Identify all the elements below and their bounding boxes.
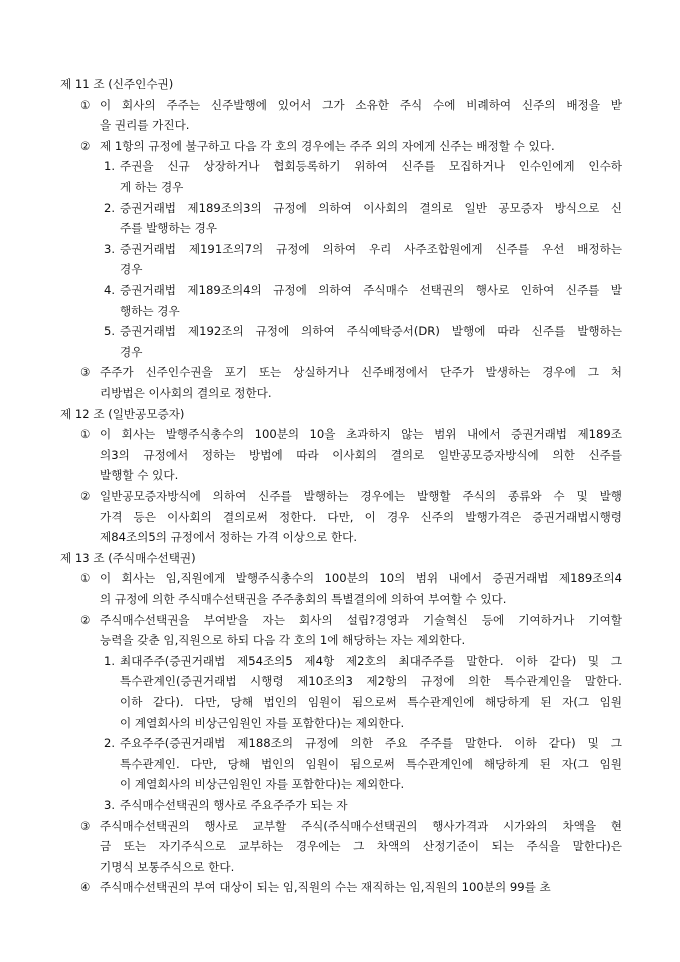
item-line: 주권을 신규 상장하거나 협회등록하기 위하여 신주를 모집하거나 인수인에게 인수하 bbox=[120, 159, 622, 174]
paragraph-line: 가격 등은 이사회의 결의로써 정한다. 다만, 이 경우 신주의 발행가격은 증권거래법시행령 bbox=[100, 509, 622, 524]
item-marker: 2. bbox=[104, 200, 116, 215]
paragraph-marker: ① bbox=[80, 571, 91, 586]
paragraph-marker: ② bbox=[80, 612, 91, 627]
article-heading: 제 12 조 (일반공모증자) bbox=[60, 406, 185, 421]
paragraph-line: 의3의 규정에서 정하는 방법에 따라 이사회의 결의로 일반공모증자방식에 의한 신주를 bbox=[100, 447, 622, 462]
paragraph-line: 제84조의5의 규정에서 정하는 가격 이상으로 한다. bbox=[100, 530, 358, 545]
paragraph-line: 을 권리를 가진다. bbox=[100, 118, 190, 133]
item-line: 주를 발행하는 경우 bbox=[120, 221, 217, 236]
paragraph-marker: ① bbox=[80, 97, 91, 112]
paragraph-marker: ④ bbox=[80, 880, 91, 895]
paragraph-line: 주주가 신주인수권을 포기 또는 상실하거나 신주배정에서 단주가 발생하는 경우에 그 처 bbox=[100, 365, 622, 380]
item-line: 특수관계인(증권거래법 시행령 제10조의3 제2항의 규정에 의한 특수관계인을 말한다. bbox=[120, 674, 622, 689]
paragraph-line: 제 1항의 규정에 불구하고 다음 각 호의 경우에는 주주 외의 자에게 신주는 배정할 수 있다. bbox=[100, 138, 555, 153]
item-line: 증권거래법 제189조의4의 규정에 의하여 주식매수 선택권의 행사로 인하여 신주를 발 bbox=[120, 283, 622, 297]
item-line: 증권거래법 제189조의3의 규정에 의하여 이사회의 결의로 일반 공모증자 방식으로 신 bbox=[120, 200, 622, 215]
paragraph-line: 이 회사는 임,직원에게 발행주식총수의 100분의 10의 범위 내에서 증권거래법 제189조의4 bbox=[100, 571, 622, 586]
paragraph-line: 발행할 수 있다. bbox=[100, 468, 179, 483]
paragraph-line: 금 또는 자기주식으로 교부하는 경우에는 그 차액의 산정기준이 되는 주식을 말한다)은 bbox=[100, 839, 622, 854]
item-line: 주요주주(증권거래법 제188조의 규정에 의한 주요 주주를 말한다. 이하 같다) 및 그 bbox=[120, 736, 622, 751]
item-marker: 5. bbox=[104, 324, 116, 339]
item-line: 경우 bbox=[120, 344, 143, 359]
paragraph-line: 이 회사는 발행주식총수의 100분의 10을 초과하지 않는 범위 내에서 증권거래법 제189조 bbox=[100, 427, 622, 442]
paragraph-line: 이 회사의 주주는 신주발행에 있어서 그가 소유한 주식 수에 비례하여 신주의 배정을 받 bbox=[100, 97, 622, 112]
paragraph-marker: ① bbox=[80, 427, 91, 442]
item-line: 이 계열회사의 비상근임원인 자를 포함한다)는 제외한다. bbox=[120, 777, 405, 792]
item-marker: 2. bbox=[104, 736, 116, 751]
paragraph-marker: ③ bbox=[80, 818, 91, 833]
item-marker: 1. bbox=[104, 653, 116, 668]
paragraph-line: 기명식 보통주식으로 한다. bbox=[100, 859, 235, 874]
item-line: 특수관계인. 다만, 당해 법인의 임원이 됨으로써 특수관계인에 해당하게 된 자(그 임원 bbox=[120, 756, 622, 771]
item-marker: 3. bbox=[104, 241, 116, 256]
article-heading: 제 13 조 (주식매수선택권) bbox=[60, 550, 196, 565]
paragraph-marker: ③ bbox=[80, 365, 91, 380]
paragraph-line: 리방법은 이사회의 결의로 정한다. bbox=[100, 386, 272, 400]
item-marker: 3. bbox=[104, 798, 116, 812]
item-line: 주식매수선택권의 행사로 주요주주가 되는 자 bbox=[120, 798, 348, 812]
item-marker: 4. bbox=[104, 283, 116, 297]
paragraph-marker: ② bbox=[80, 489, 91, 503]
paragraph-line: 의 규정에 의한 주식매수선택권을 주주총회의 특별결의에 의하여 부여할 수 있다. bbox=[100, 592, 507, 606]
item-line: 행하는 경우 bbox=[120, 303, 180, 318]
item-line: 경우 bbox=[120, 262, 143, 277]
paragraph-line: 일반공모증자방식에 의하여 신주를 발행하는 경우에는 발행할 주식의 종류와 수 및 발행 bbox=[100, 489, 622, 503]
item-marker: 1. bbox=[104, 159, 116, 174]
paragraph-marker: ② bbox=[80, 138, 91, 153]
item-line: 증권거래법 제192조의 규정에 의하여 주식예탁증서(DR) 발행에 따라 신주를 발행하는 bbox=[120, 324, 622, 339]
item-line: 이 계열회사의 비상근임원인 자를 포함한다)는 제외한다. bbox=[120, 715, 405, 730]
item-line: 증권거래법 제191조의7의 규정에 의하여 우리 사주조합원에게 신주를 우선 배정하는 bbox=[120, 241, 622, 256]
article-heading: 제 11 조 (신주인수권) bbox=[60, 77, 174, 91]
paragraph-line: 주식매수선택권의 행사로 교부할 주식(주식매수선택권의 행사가격과 시가와의 차액을 현 bbox=[100, 818, 622, 833]
paragraph-line: 주식매수선택권의 부여 대상이 되는 임,직원의 수는 재직하는 임,직원의 100분의 99를 초 bbox=[100, 880, 551, 895]
item-line: 최대주주(증권거래법 제54조의5 제4항 제2호의 최대주주를 말한다. 이하 같다) 및 그 bbox=[120, 653, 622, 668]
paragraph-line: 능력을 갖춘 임,직원으로 하되 다음 각 호의 1에 해당하는 자는 제외한다. bbox=[100, 633, 466, 648]
paragraph-line: 주식매수선택권을 부여받을 자는 회사의 설립?경영과 기술혁신 등에 기여하거나 기여할 bbox=[100, 612, 622, 627]
item-line: 게 하는 경우 bbox=[120, 180, 184, 194]
item-line: 이하 같다). 다만, 당해 법인의 임원이 됨으로써 특수관계인에 해당하게 된 자(그 임원 bbox=[120, 695, 622, 709]
